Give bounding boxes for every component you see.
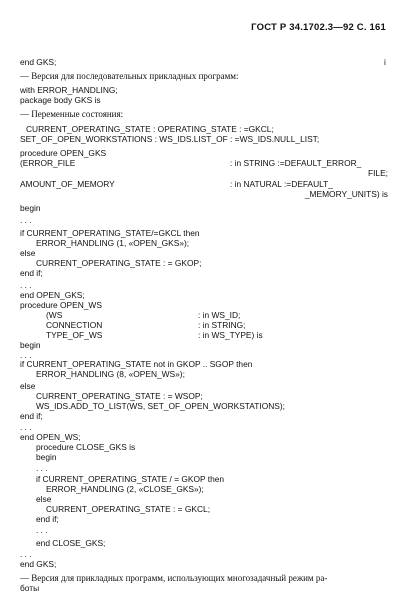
code-line: if CURRENT_OPERATING_STATE / = GKOP then [36, 474, 225, 484]
code-line: end CLOSE_GKS; [36, 538, 106, 548]
code-line: procedure CLOSE_GKS is [36, 442, 136, 452]
code-line: . . . [20, 215, 32, 225]
code-line: боты [20, 583, 40, 593]
code-line: . . . [20, 350, 32, 360]
code-line: end OPEN_GKS; [20, 290, 85, 300]
code-line: ERROR_HANDLING (2, «CLOSE_GKS»); [46, 484, 204, 494]
code-line: . . . [36, 463, 48, 473]
code-line: FILE; [367, 168, 388, 178]
code-line: CURRENT_OPERATING_STATE : = GKOP; [36, 258, 202, 268]
code-line: (WS [46, 310, 63, 320]
code-line: — Переменные состояния: [20, 109, 124, 119]
code-line: end if; [36, 514, 59, 524]
code-line: with ERROR_HANDLING; [20, 85, 118, 95]
code-line: TYPE_OF_WS [46, 330, 103, 340]
code-line: . . . [20, 549, 32, 559]
code-line: CURRENT_OPERATING_STATE : = GKCL; [46, 504, 211, 514]
code-line: if CURRENT_OPERATING_STATE/=GKCL then [20, 228, 200, 238]
code-line: else [36, 494, 52, 504]
code-line: ERROR_HANDLING (1, «OPEN_GKS»); [36, 238, 190, 248]
code-line: begin [20, 203, 41, 213]
code-line: : in STRING; [198, 320, 246, 330]
code-line: — Версия для прикладных программ, использующих многозадачный режим ра- [20, 573, 328, 583]
code-line: end OPEN_WS; [20, 432, 81, 442]
code-line: WS_IDS.ADD_TO_LIST(WS, SET_OF_OPEN_WORKSTATIONS); [36, 401, 285, 411]
code-line: procedure OPEN_WS [20, 300, 102, 310]
page-header: ГОСТ Р 34.1702.3—92 С. 161 [251, 22, 386, 33]
code-line: : in WS_ID; [198, 310, 241, 320]
code-line: — Версия для последовательных прикладных программ: [20, 71, 239, 81]
code-line: CURRENT_OPERATING_STATE : = WSOP; [36, 391, 203, 401]
code-line: else [20, 248, 36, 258]
code-line: AMOUNT_OF_MEMORY [20, 179, 115, 189]
code-line: (ERROR_FILE [20, 158, 76, 168]
code-line: . . . [20, 422, 32, 432]
code-line: CURRENT_OPERATING_STATE : OPERATING_STATE : =GKCL; [26, 124, 274, 134]
code-line: begin [36, 452, 57, 462]
code-line: : in WS_TYPE) is [198, 330, 263, 340]
code-line: end if; [20, 411, 43, 421]
code-line: i [384, 57, 386, 67]
code-line: begin [20, 340, 41, 350]
code-line: package body GKS is [20, 95, 101, 105]
code-line: : in STRING :=DEFAULT_ERROR_ [230, 158, 362, 168]
code-line: procedure OPEN_GKS [20, 148, 107, 158]
code-line: end GKS; [20, 559, 57, 569]
code-line: end GKS; [20, 57, 57, 67]
code-line: ERROR_HANDLING (8, «OPEN_WS»); [36, 369, 185, 379]
code-line: if CURRENT_OPERATING_STATE not in GKOP .. SGOP then [20, 359, 253, 369]
code-line: _MEMORY_UNITS) is [304, 189, 388, 199]
code-line: . . . [36, 525, 48, 535]
code-line: end if; [20, 268, 43, 278]
code-line: . . . [20, 280, 32, 290]
code-line: SET_OF_OPEN_WORKSTATIONS : WS_IDS.LIST_OF : =WS_IDS.NULL_LIST; [20, 134, 320, 144]
code-line: : in NATURAL :=DEFAULT_ [230, 179, 333, 189]
code-line: else [20, 381, 36, 391]
code-line: CONNECTION [46, 320, 103, 330]
